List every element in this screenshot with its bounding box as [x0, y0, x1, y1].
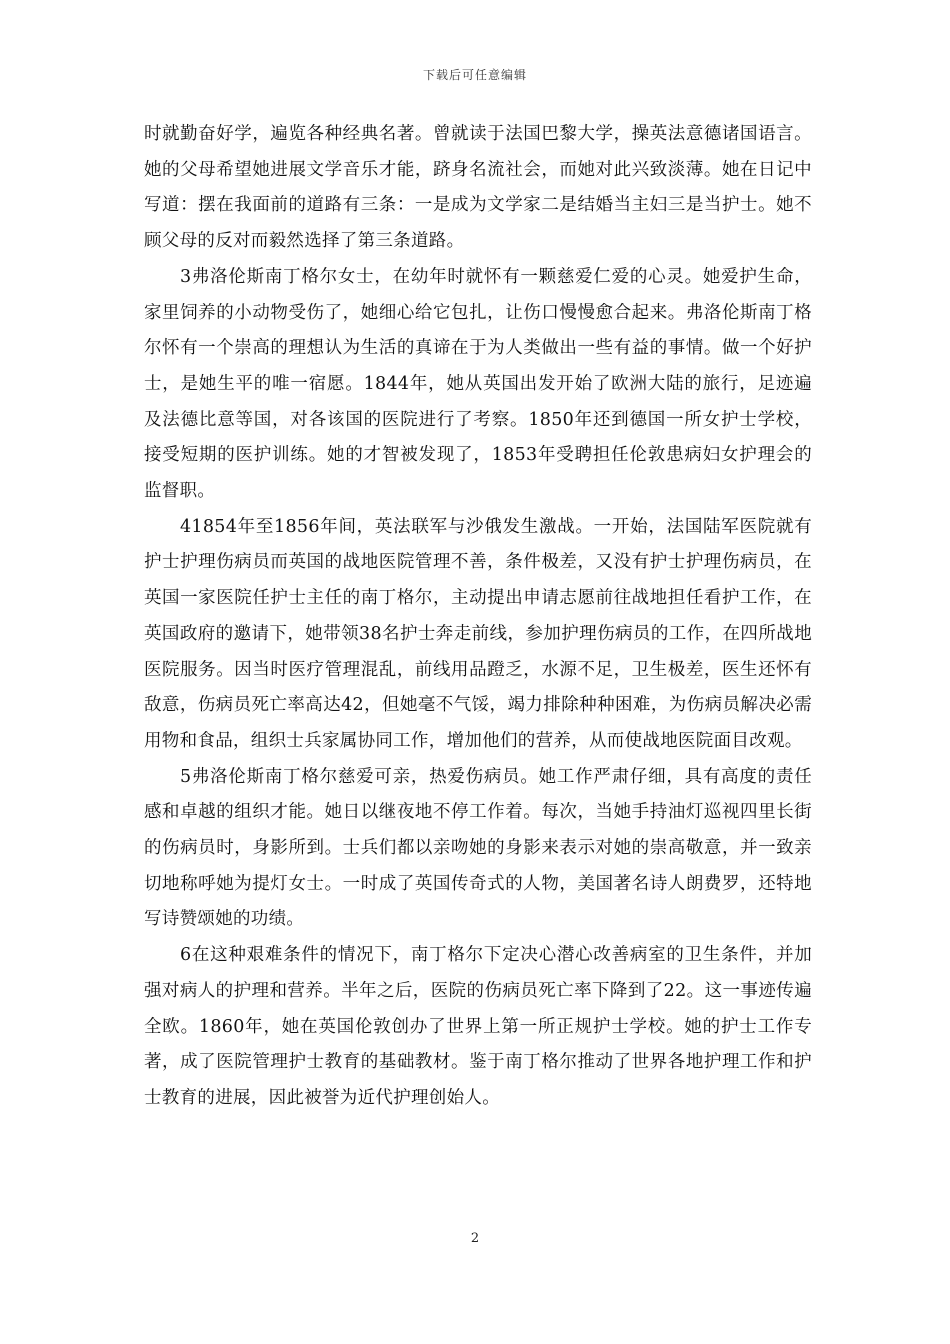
paragraph-5: 5弗洛伦斯南丁格尔慈爱可亲，热爱伤病员。她工作严肃仔细，具有高度的责任感和卓越的组织才能。她日以继夜地不停工作着。每次，当她手持油灯巡视四里长街的伤病员时，身影所到。士兵们都以亲吻她的身影来表示对她的崇高敬意，并一致亲切地称呼她为提灯女士。一时成了英国传奇式的人物，美国著名诗人朗费罗，还特地写诗赞颂她的功绩。: [144, 766, 812, 930]
paragraph-3: 3弗洛伦斯南丁格尔女士，在幼年时就怀有一颗慈爱仁爱的心灵。她爱护生命，家里饲养的小动物受伤了，她细心给它包扎，让伤口慢慢愈合起来。弗洛伦斯南丁格尔怀有一个崇高的理想认为生活的真谛在于为人类做出一些有益的事情。做一个好护士，是她生平的唯一宿愿。1844年，她从英国出发开始了欧洲大陆的旅行，足迹遍及法德比意等国，对各该国的医院进行了考察。1850年还到德国一所女护士学校，接受短期的医护训练。她的才智被发现了，1853年受聘担任伦敦患病妇女护理会的监督职。: [144, 266, 812, 502]
paragraph-continuation: 时就勤奋好学，遍览各种经典名著。曾就读于法国巴黎大学，操英法意德诸国语言。她的父母希望她进展文学音乐才能，跻身名流社会，而她对此兴致淡薄。她在日记中写道：摆在我面前的道路有三条：一是成为文学家二是结婚当主妇三是当护士。她不顾父母的反对而毅然选择了第三条道路。: [144, 124, 812, 252]
page-number: 2: [470, 1231, 480, 1246]
page-header: 下载后可任意编辑: [422, 68, 527, 82]
document-body: [144, 117, 812, 1117]
paragraph-6: 6在这种艰难条件的情况下，南丁格尔下定决心潜心改善病室的卫生条件，并加强对病人的护理和营养。半年之后，医院的伤病员死亡率下降到了22。这一事迹传遍全欧。1860年，她在英国伦敦创办了世界上第一所正规护士学校。她的护士工作专著，成了医院管理护士教育的基础教材。鉴于南丁格尔推动了世界各地护理工作和护士教育的进展，因此被誉为近代护理创始人。: [144, 945, 812, 1108]
paragraph-4: 41854年至1856年间，英法联军与沙俄发生激战。一开始，法国陆军医院就有护士护理伤病员而英国的战地医院管理不善，条件极差，又没有护士护理伤病员，在英国一家医院任护士主任的南丁格尔，主动提出申请志愿前往战地担任看护工作，在英国政府的邀请下，她带领38名护士奔走前线，参加护理伤病员的工作，在四所战地医院服务。因当时医疗管理混乱，前线用品蹬乏，水源不足，卫生极差，医生还怀有敌意，伤病员死亡率高达42，但她毫不气馁，竭力排除种种困难，为伤病员解决必需用物和食品，组织士兵家属协同工作，增加他们的营养，从而使战地医院面目改观。: [144, 516, 812, 751]
